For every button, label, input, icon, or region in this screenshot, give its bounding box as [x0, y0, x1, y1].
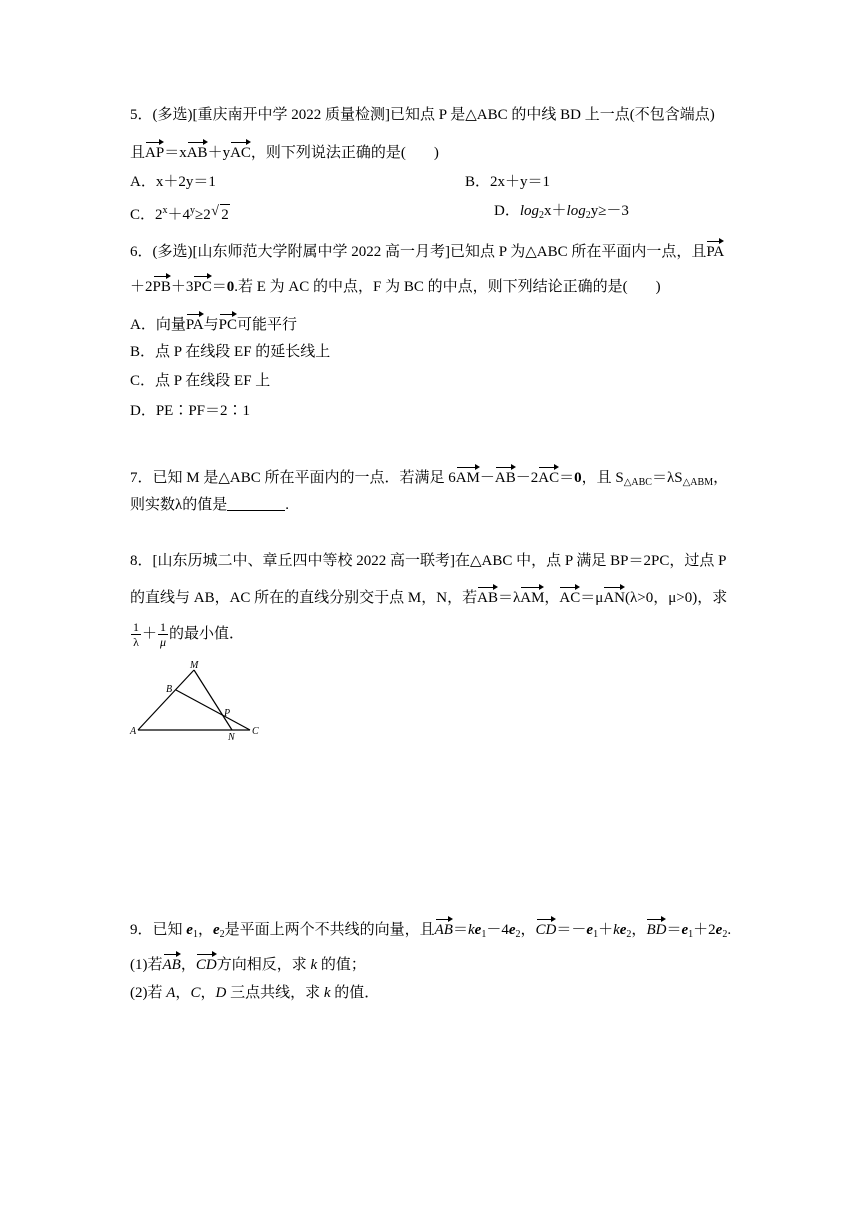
q8-stem-line2: 的直线与 AB，AC 所在的直线分别交于点 M，N，若AB＝λAM，AC＝μAN(λ>0，μ>0)，求 [130, 586, 727, 608]
label-a: A [130, 726, 137, 737]
sqrt-2: √ 2 [220, 204, 230, 225]
q6-option-b: B．点 P 在线段 EF 的延长线上 [130, 344, 331, 360]
q6-option-a: A．向量PA与PC可能平行 [130, 313, 297, 335]
q5-option-d: D．$\log_2x+\log_2y\ge-3$ [494, 203, 629, 221]
vector-ac: AC [230, 141, 251, 163]
q9-stem-line1: 9．已知 $e_1$，$e_2$是平面上两个不共线的向量，且$AB=ke_1-4e_2$，$CD=-e_1+ke_2$，$BD=e_1+2e_2$. [130, 918, 731, 945]
q7-stem-line1: 7．已知 M 是△ABC 所在平面内的一点．若满足 6AM－AB－2AC＝0，且 $S_{\triangle ABC}=\lambda S_{\triangle ABM}$， [130, 466, 728, 493]
triangle-figure [128, 660, 268, 740]
answer-blank [227, 496, 285, 511]
label-n: N [228, 732, 235, 740]
q7-stem-line2: 则实数λ的值是 . [130, 497, 290, 513]
q6-stem-line2: ＋2PB＋3PC＝0.若 E 为 AC 的中点，F 为 BC 的中点，则下列结论正确的是( ) [130, 275, 661, 297]
q8-stem-line3: $\frac{1}{\lambda}$ ＋ $\frac{1}{\mu}$ 的最小值． [133, 620, 245, 650]
q8-stem-line1: 8．[山东历城二中、章丘四中等校 2022 高一联考]在△ABC 中，点 P 满足 BP＝2PC，过点 P [130, 553, 727, 569]
q6-option-d: D．PE∶PF＝2∶1 [130, 403, 251, 419]
vector-pa: PA [706, 240, 724, 262]
fraction-1-over-lambda: $\frac{1}{\lambda}$ [133, 620, 139, 650]
q6-stem-line1: 6．(多选)[山东师范大学附属中学 2022 高一月考]已知点 P 为△ABC 所在平面内一点，且PA [130, 240, 724, 262]
label-b: B [166, 684, 173, 695]
segment-am [138, 670, 194, 730]
q9-part-2: (2)若 A，C，D 三点共线，求 k 的值． [130, 985, 380, 1001]
q5-stem-line2: 且AP＝xAB＋yAC，则下列说法正确的是( ) [130, 141, 439, 163]
vector-ab: AB [187, 141, 208, 163]
label-m: M [190, 660, 199, 671]
q6-option-c: C．点 P 在线段 EF 上 [130, 373, 271, 389]
fraction-1-over-mu: $\frac{1}{\mu}$ [160, 620, 167, 650]
segment-bc [176, 690, 250, 730]
label-c: C [252, 726, 259, 737]
vector-pb: PB [153, 275, 171, 297]
q9-part-1: (1)若AB，CD方向相反，求 k 的值； [130, 953, 366, 975]
q5-option-c: C．$2^x+4^y\ge 2$ √ 2 [130, 201, 230, 225]
q5-stem-line1: 5．(多选)[重庆南开中学 2022 质量检测]已知点 P 是△ABC 的中线 BD 上一点(不包含端点) [130, 107, 715, 123]
q5-option-a: A．x＋2y＝1 [130, 174, 216, 190]
segment-mn [194, 670, 232, 730]
q5-option-b: B．2x＋y＝1 [465, 174, 551, 190]
label-p: P [224, 708, 231, 719]
vector-pc: PC [193, 275, 211, 297]
vector-ap: AP [145, 141, 164, 163]
